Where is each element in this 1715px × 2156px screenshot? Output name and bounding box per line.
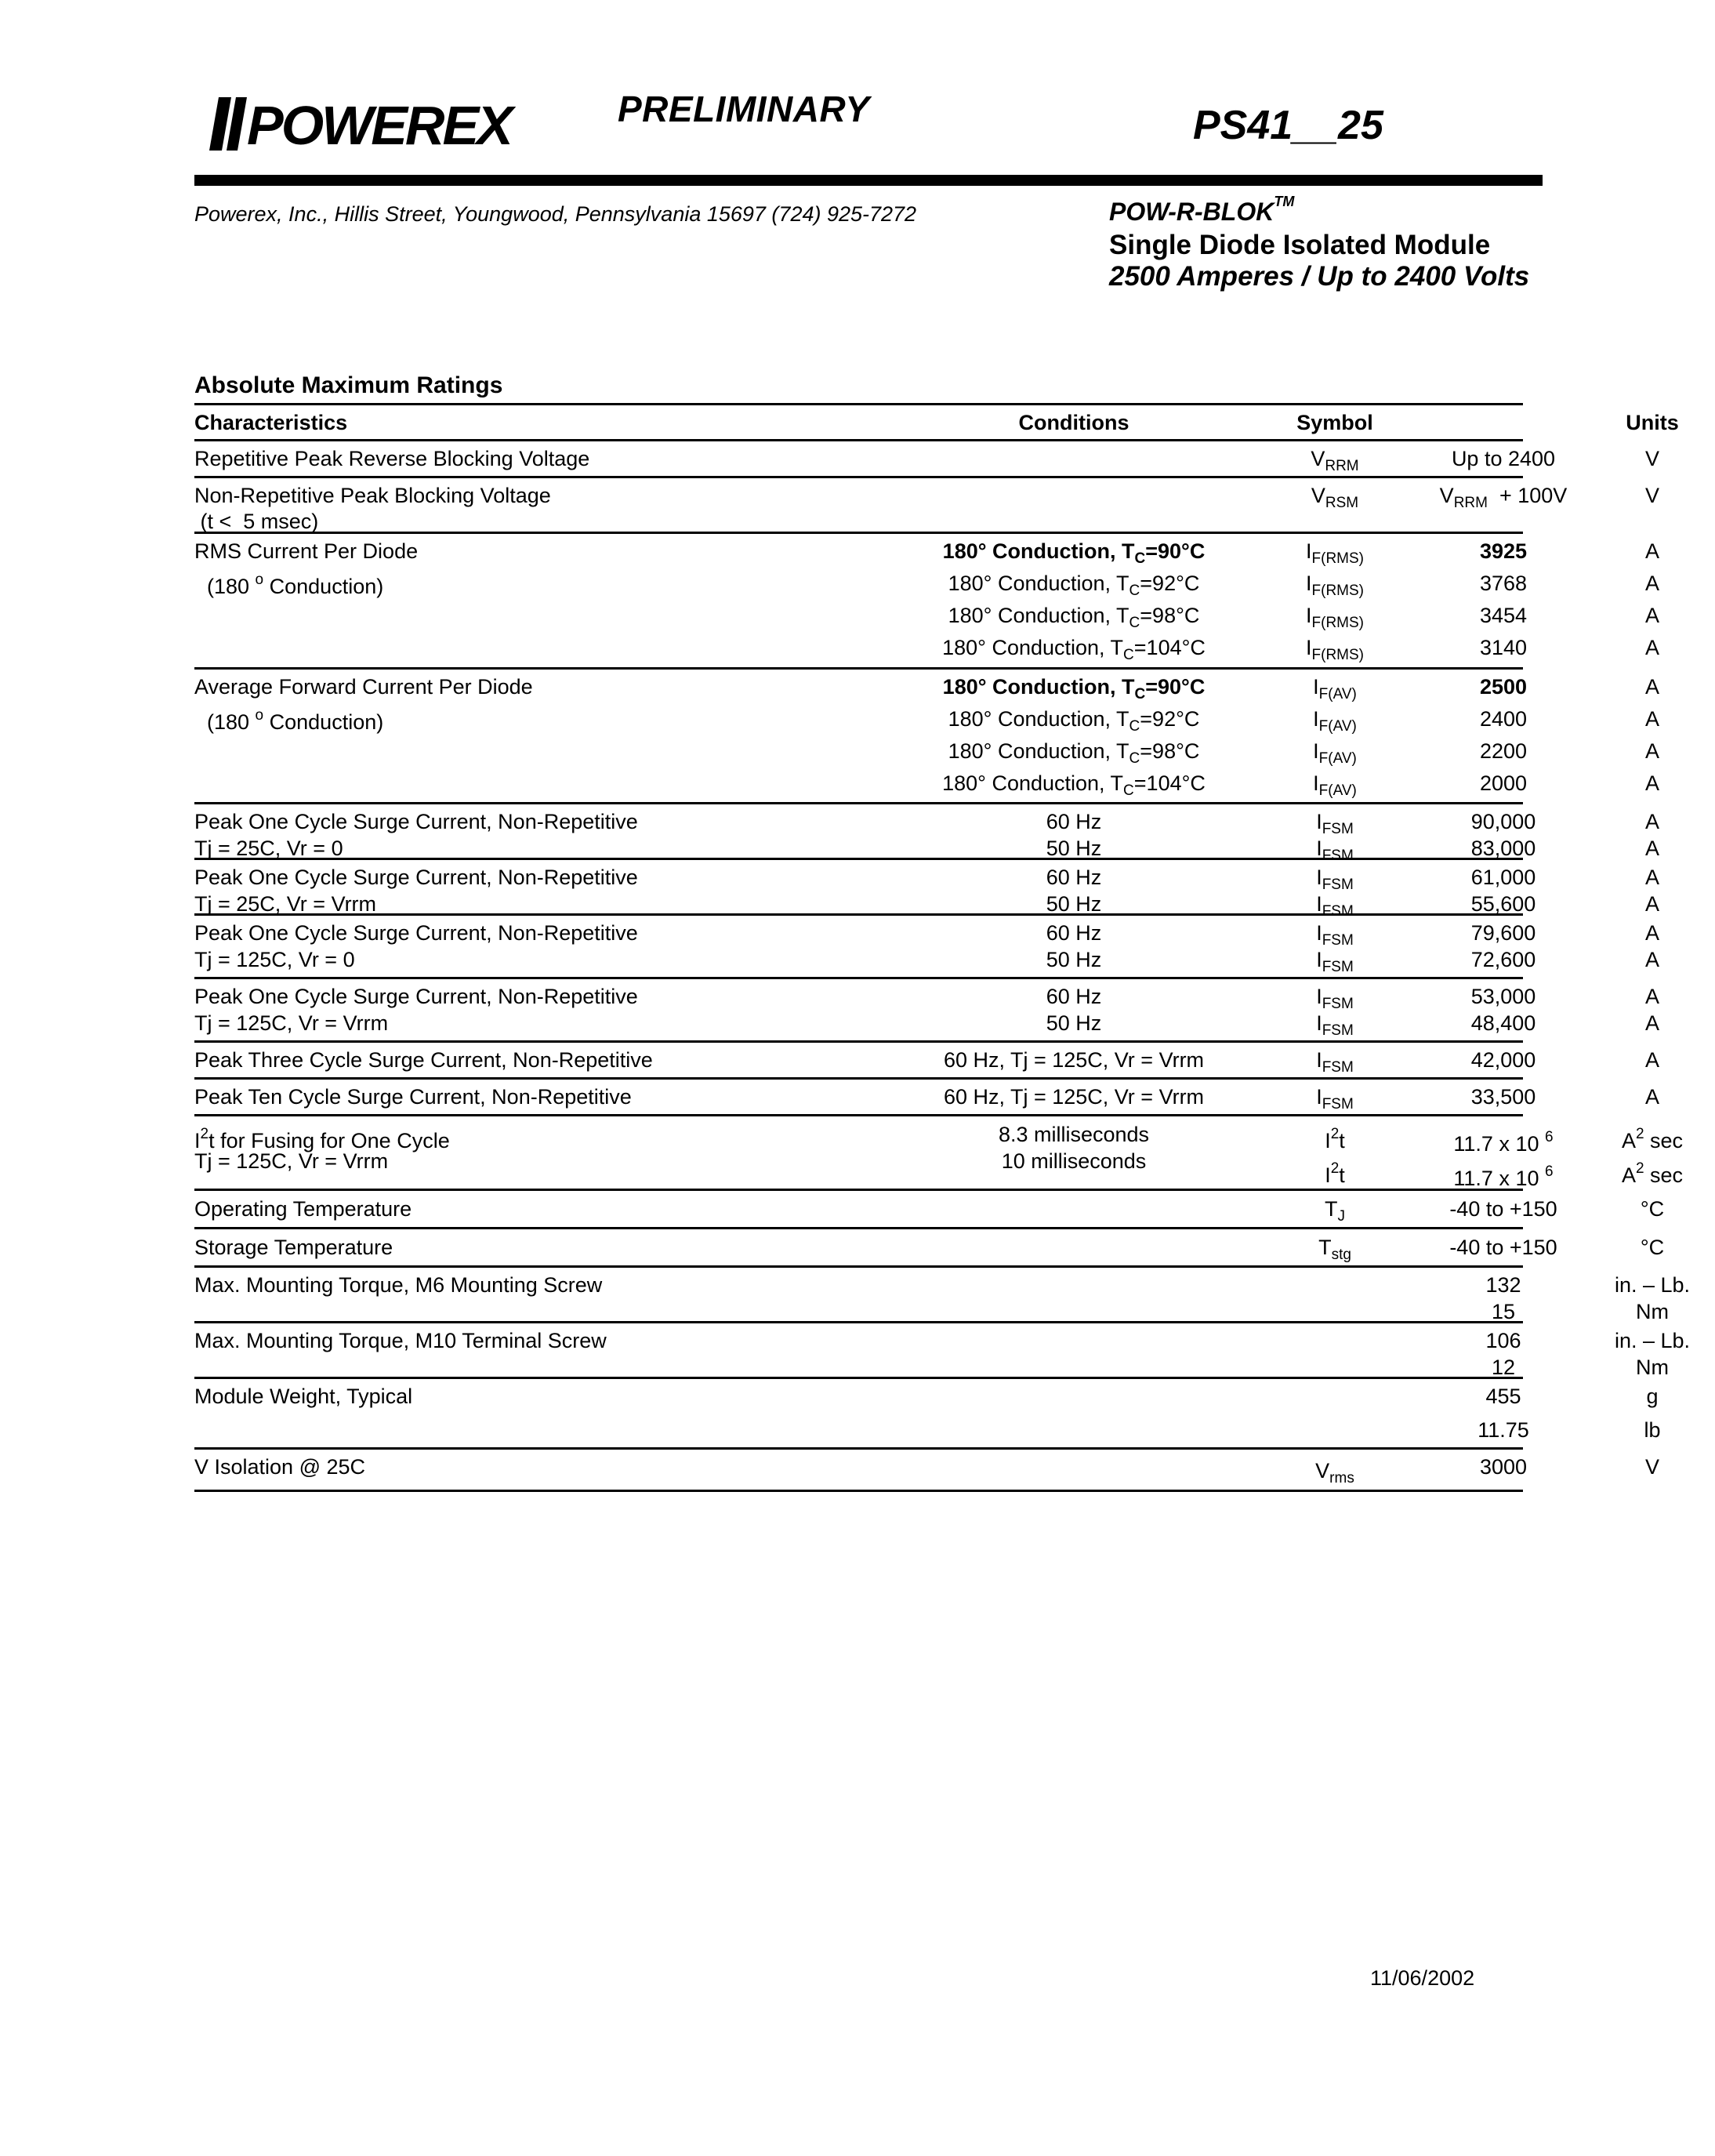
row-unit: Nm xyxy=(1636,1300,1669,1323)
row-condition: 180° Conduction, $T_C=98^\circ C$ xyxy=(948,604,1200,631)
row-value: 3140 xyxy=(1479,636,1528,659)
table-row xyxy=(194,1450,1659,1492)
row-value: 12 xyxy=(1491,1356,1516,1379)
row-characteristic: Storage Temperature xyxy=(194,1236,393,1259)
row-symbol: $I_{FSM}$ xyxy=(1316,1011,1354,1039)
row-value: 15 xyxy=(1491,1300,1516,1323)
row-characteristic: Module Weight, Typical xyxy=(194,1385,413,1408)
row-value: 2500 xyxy=(1479,675,1528,699)
row-unit: A xyxy=(1644,985,1659,1008)
row-value: 3000 xyxy=(1479,1455,1528,1479)
row-unit: A xyxy=(1644,539,1659,563)
row-symbol: $I_{F(AV)}$ xyxy=(1313,771,1357,799)
row-symbol: $I_{FSM}$ xyxy=(1316,1085,1354,1112)
row-characteristic: Peak One Cycle Surge Current, Non-Repetitive xyxy=(194,810,638,833)
row-condition: 60 Hz, Tj = 125C, Vr = Vrrm xyxy=(943,1048,1205,1072)
row-unit: °C xyxy=(1640,1236,1665,1259)
row-characteristic-note: Tj = 125C, Vr = 0 xyxy=(194,948,355,971)
row-value: 106 xyxy=(1485,1329,1521,1352)
logo-wordmark: POWEREX xyxy=(247,95,511,156)
row-symbol: $V_{RSM}$ xyxy=(1311,484,1359,511)
row-unit: A xyxy=(1644,604,1659,627)
row-value: 72,600 xyxy=(1470,948,1536,971)
row-condition: 180° Conduction, $T_C=90^\circ C$ xyxy=(942,539,1206,567)
column-header-conditions: Conditions xyxy=(1018,411,1129,434)
column-header-characteristics: Characteristics xyxy=(194,411,348,434)
table-row xyxy=(194,1043,1659,1080)
row-unit: A xyxy=(1644,810,1659,833)
row-condition: 180° Conduction, $T_C=92^\circ C$ xyxy=(948,707,1200,735)
powerex-logo-graphic xyxy=(208,93,521,155)
row-unit: $A^2$ sec xyxy=(1621,1160,1684,1187)
row-symbol: $V_{RRM}$ xyxy=(1311,447,1359,474)
row-condition: 180° Conduction, $T_C=90^\circ C$ xyxy=(942,675,1206,702)
row-condition: 60 Hz, Tj = 125C, Vr = Vrrm xyxy=(943,1085,1205,1109)
column-header-units: Units xyxy=(1626,411,1679,434)
table-row xyxy=(194,979,1659,1043)
brand-trademark: TM xyxy=(1274,194,1295,210)
table-header xyxy=(194,405,1679,441)
row-value: 2000 xyxy=(1479,771,1528,795)
row-condition: 8.3 milliseconds xyxy=(998,1123,1150,1146)
row-unit: A xyxy=(1644,892,1659,916)
row-symbol: $I_{F(AV)}$ xyxy=(1313,675,1357,702)
table-row xyxy=(194,860,1659,920)
table-row xyxy=(194,1229,1665,1268)
row-characteristic: Peak One Cycle Surge Current, Non-Repetitive xyxy=(194,866,638,889)
row-characteristic-note: (180 $^o$ Conduction) xyxy=(207,572,384,598)
row-characteristic-note: Tj = 125C, Vr = Vrrm xyxy=(194,1149,389,1173)
row-characteristic: Operating Temperature xyxy=(194,1197,412,1221)
row-value: -40 to +150 xyxy=(1449,1236,1557,1259)
row-value: 3925 xyxy=(1479,539,1528,563)
row-condition: 10 milliseconds xyxy=(1001,1149,1147,1173)
table-row xyxy=(194,804,1659,864)
table-row xyxy=(194,1191,1665,1229)
row-condition: 60 Hz xyxy=(1046,985,1102,1008)
row-symbol: $T_{stg}$ xyxy=(1318,1236,1351,1263)
row-symbol: $V_{rms}$ xyxy=(1315,1459,1354,1486)
row-value: 90,000 xyxy=(1470,810,1536,833)
row-condition: 60 Hz xyxy=(1046,921,1102,945)
row-value: 2400 xyxy=(1479,707,1528,731)
product-subtitle: Single Diode Isolated Module xyxy=(1109,230,1491,260)
row-symbol: $T_J$ xyxy=(1325,1197,1345,1225)
row-symbol: $I_{FSM}$ xyxy=(1316,866,1354,893)
row-characteristic: V Isolation @ 25C xyxy=(194,1455,366,1479)
row-unit: in. – Lb. xyxy=(1614,1273,1691,1297)
row-value: 42,000 xyxy=(1470,1048,1536,1072)
row-unit: g xyxy=(1646,1385,1659,1408)
row-condition: 50 Hz xyxy=(1046,1011,1102,1035)
row-characteristic: Non-Repetitive Peak Blocking Voltage xyxy=(194,484,551,507)
row-condition: 60 Hz xyxy=(1046,810,1102,833)
powerex-logo xyxy=(208,93,521,155)
column-header-symbol: Symbol xyxy=(1296,411,1373,434)
product-rating-line: 2500 Amperes / Up to 2400 Volts xyxy=(1109,261,1530,292)
table-row xyxy=(194,478,1659,534)
row-characteristic-note: Tj = 125C, Vr = Vrrm xyxy=(194,1011,389,1035)
row-unit: V xyxy=(1644,484,1659,507)
row-symbol: $I_{FSM}$ xyxy=(1316,921,1354,949)
row-unit: A xyxy=(1644,771,1659,795)
row-unit: A xyxy=(1644,921,1659,945)
row-unit: A xyxy=(1644,739,1659,763)
row-value: 11.75 xyxy=(1478,1418,1529,1442)
row-unit: A xyxy=(1644,572,1659,595)
table-row xyxy=(194,1379,1661,1450)
row-characteristic-note: (t < 5 msec) xyxy=(194,510,319,533)
row-unit: in. – Lb. xyxy=(1614,1329,1691,1352)
table-row xyxy=(194,1116,1684,1191)
row-unit: A xyxy=(1644,866,1659,889)
row-unit: A xyxy=(1644,1048,1659,1072)
row-condition: 60 Hz xyxy=(1046,866,1102,889)
row-symbol: $I_{F(RMS)}$ xyxy=(1306,539,1364,567)
table-row xyxy=(194,670,1659,804)
row-unit: A xyxy=(1644,948,1659,971)
part-number: PS41__25 xyxy=(1193,103,1383,148)
row-value: $V_{RRM} + 100V$ xyxy=(1439,484,1568,511)
row-value: 3454 xyxy=(1479,604,1528,627)
row-value: 3768 xyxy=(1479,572,1528,595)
row-value: 55,600 xyxy=(1470,892,1536,916)
row-unit: A xyxy=(1644,636,1659,659)
row-value: 48,400 xyxy=(1470,1011,1536,1035)
row-characteristic-note: Tj = 25C, Vr = 0 xyxy=(194,837,343,860)
row-value: 132 xyxy=(1485,1273,1521,1297)
row-symbol: $I_{F(RMS)}$ xyxy=(1306,572,1364,599)
row-unit: °C xyxy=(1640,1197,1665,1221)
row-characteristic: $I^2t$ for Fusing for One Cycle xyxy=(194,1126,450,1152)
row-symbol: $I_{FSM}$ xyxy=(1316,948,1354,975)
row-unit: A xyxy=(1644,707,1659,731)
table-row xyxy=(194,1080,1659,1116)
row-symbol: $I^2t$ xyxy=(1325,1160,1345,1187)
row-characteristic: Repetitive Peak Reverse Blocking Voltage xyxy=(194,447,590,470)
row-condition: 180° Conduction, $T_C=104^\circ C$ xyxy=(942,636,1206,663)
row-symbol: $I^2t$ xyxy=(1325,1126,1345,1152)
row-symbol: $I_{F(AV)}$ xyxy=(1313,739,1357,767)
row-characteristic: Average Forward Current Per Diode xyxy=(194,675,533,699)
row-condition: 180° Conduction, $T_C=92^\circ C$ xyxy=(948,572,1200,599)
table-row xyxy=(194,534,1659,670)
row-value: 53,000 xyxy=(1470,985,1536,1008)
row-characteristic: Peak One Cycle Surge Current, Non-Repetitive xyxy=(194,985,638,1008)
row-value: 61,000 xyxy=(1470,866,1536,889)
row-value: 11.7 x 10 $^6$ xyxy=(1453,1163,1554,1190)
row-characteristic: Peak Ten Cycle Surge Current, Non-Repetitive xyxy=(194,1085,632,1109)
row-value: 83,000 xyxy=(1470,837,1536,860)
ratings-table xyxy=(194,405,1691,1492)
row-value: Up to 2400 xyxy=(1451,447,1556,470)
header-rule xyxy=(194,175,1543,186)
document-date: 11/06/2002 xyxy=(1370,1966,1475,1990)
row-characteristic-note: (180 $^o$ Conduction) xyxy=(207,707,384,734)
row-condition: 50 Hz xyxy=(1046,948,1102,971)
table-row xyxy=(194,1268,1691,1323)
row-symbol: $I_{FSM}$ xyxy=(1316,810,1354,837)
row-characteristic: Peak Three Cycle Surge Current, Non-Repetitive xyxy=(194,1048,653,1072)
brand-name: POW-R-BLOK xyxy=(1109,198,1274,226)
row-unit: A xyxy=(1644,1085,1659,1109)
row-symbol: $I_{F(AV)}$ xyxy=(1313,707,1357,735)
row-unit: A xyxy=(1644,1011,1659,1035)
row-characteristic: Max. Mounting Torque, M10 Terminal Screw xyxy=(194,1329,607,1352)
row-characteristic-note: Tj = 25C, Vr = Vrrm xyxy=(194,892,377,916)
row-condition: 180° Conduction, $T_C=104^\circ C$ xyxy=(942,771,1206,799)
row-symbol: $I_{FSM}$ xyxy=(1316,892,1354,920)
row-value: 455 xyxy=(1485,1385,1521,1408)
table-row xyxy=(194,1323,1691,1379)
row-characteristic: Max. Mounting Torque, M6 Mounting Screw xyxy=(194,1273,603,1297)
row-symbol: $I_{F(RMS)}$ xyxy=(1306,636,1364,663)
row-unit: V xyxy=(1644,447,1659,470)
row-symbol: $I_{FSM}$ xyxy=(1316,837,1354,864)
row-value: 2200 xyxy=(1479,739,1528,763)
preliminary-label: PRELIMINARY xyxy=(618,89,870,129)
row-condition: 180° Conduction, $T_C=98^\circ C$ xyxy=(948,739,1200,767)
product-brand xyxy=(1109,194,1295,227)
row-characteristic: Peak One Cycle Surge Current, Non-Repetitive xyxy=(194,921,638,945)
row-condition: 50 Hz xyxy=(1046,837,1102,860)
row-symbol: $I_{F(RMS)}$ xyxy=(1306,604,1364,631)
row-value: 33,500 xyxy=(1470,1085,1536,1109)
row-symbol: $I_{FSM}$ xyxy=(1316,1048,1354,1076)
row-value: 79,600 xyxy=(1470,921,1536,945)
row-unit: A xyxy=(1644,837,1659,860)
row-unit: V xyxy=(1644,1455,1659,1479)
row-value: -40 to +150 xyxy=(1449,1197,1557,1221)
row-symbol: $I_{FSM}$ xyxy=(1316,985,1354,1012)
table-row xyxy=(194,916,1659,979)
row-unit: $A^2$ sec xyxy=(1621,1126,1684,1152)
row-characteristic: RMS Current Per Diode xyxy=(194,539,419,563)
section-title: Absolute Maximum Ratings xyxy=(194,372,503,398)
row-condition: 50 Hz xyxy=(1046,892,1102,916)
company-address: Powerex, Inc., Hillis Street, Youngwood, Pennsylvania 15697 (724) 925-7272 xyxy=(194,202,917,226)
row-value: 11.7 x 10 $^6$ xyxy=(1453,1129,1554,1156)
row-unit: Nm xyxy=(1636,1356,1669,1379)
row-unit: A xyxy=(1644,675,1659,699)
table-row xyxy=(194,441,1659,478)
row-unit: lb xyxy=(1644,1418,1661,1442)
